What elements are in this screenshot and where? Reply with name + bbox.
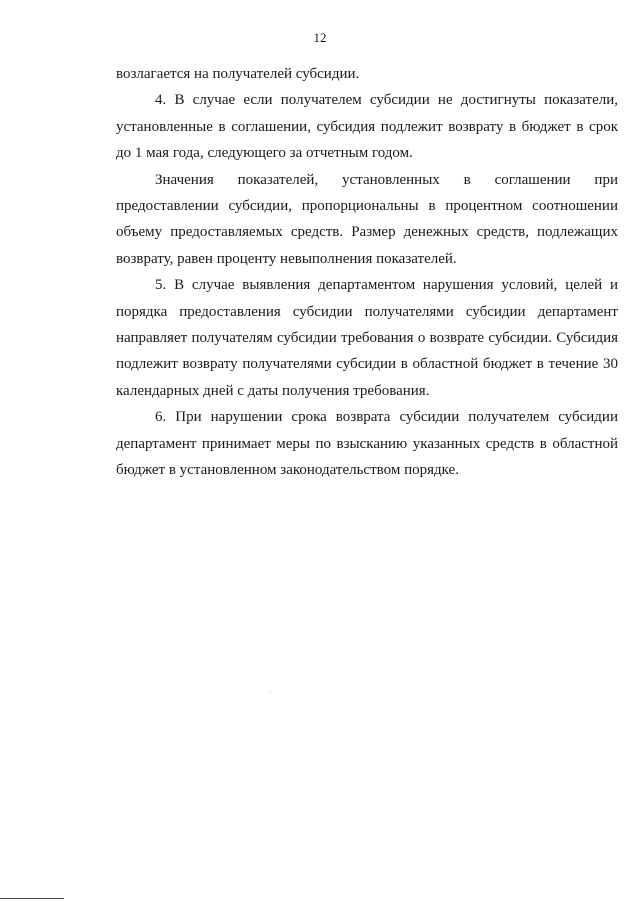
paragraph-item-6 (116, 404, 618, 483)
text-line: 6. При нарушении срока возврата субсидии получателем субсидии (155, 409, 618, 426)
text-line: порядка предоставления субсидии получателями субсидии департамент (116, 303, 618, 320)
footer-rule (0, 898, 64, 899)
text-line: Значения показателей, установленных в соглашении при (155, 171, 618, 188)
text-line: 4. В случае если получателем субсидии не достигнуты показатели, (155, 92, 618, 109)
text-line: 5. В случае выявления департаментом нарушения условий, целей и (155, 277, 618, 294)
text-line: Субсидия подлежит возврату получателями субсидии в областной бюджет в (116, 330, 618, 373)
text-line: департамент принимает меры по взысканию указанных средств в областной (116, 435, 618, 452)
paragraph-item-4 (116, 87, 618, 166)
text-line: до 1 мая года, следующего за отчетным годом. (116, 145, 413, 162)
text-line: объему предоставляемых средств. Размер денежных средств, подлежащих (116, 224, 618, 241)
text-line: возлагается на получателей субсидии. (116, 66, 360, 82)
scan-speck (270, 692, 271, 693)
paragraph-values (116, 167, 618, 273)
text-line: направляет получателям субсидии требования о возврате субсидии. (116, 330, 552, 347)
text-line: течение 30 календарных дней с даты получения требования. (116, 356, 618, 399)
document-body (116, 61, 618, 484)
text-line: предоставлении субсидии, пропорциональны в процентном соотношении (116, 198, 618, 215)
page-number: 12 (313, 30, 327, 45)
text-line: установленные в соглашении, субсидия подлежит возврату в бюджет в срок (116, 118, 618, 135)
paragraph-continuation (116, 61, 618, 87)
paragraph-item-5 (116, 272, 618, 404)
text-line: возврату, равен проценту невыполнения показателей. (116, 250, 457, 267)
text-line: бюджет в установленном законодательством порядке. (116, 462, 459, 479)
